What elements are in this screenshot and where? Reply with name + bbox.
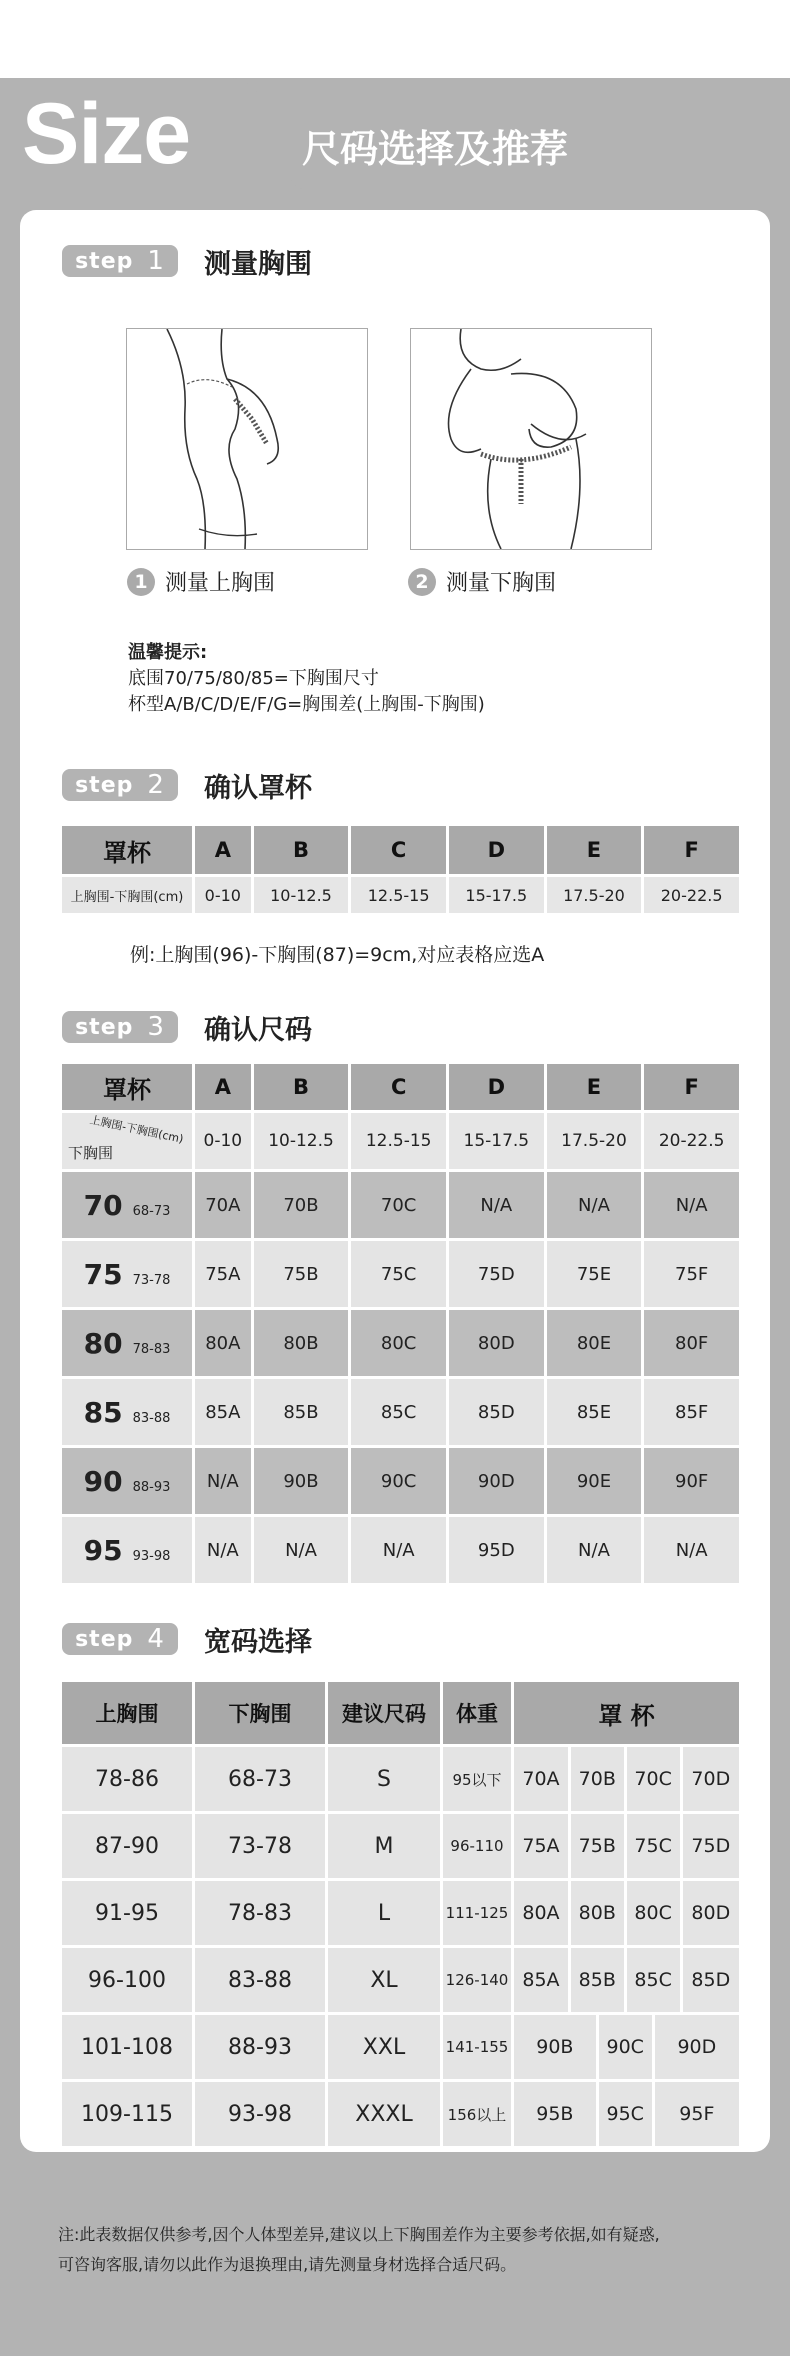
col-header-weight: 体重 (443, 1682, 511, 1744)
step3-heading (62, 1009, 312, 1045)
upper-cell: 109-115 (62, 2082, 192, 2146)
cup-cell: 80C (627, 1881, 680, 1945)
table-row (62, 1448, 739, 1514)
weight-cell: 126-140 (443, 1948, 511, 2012)
size-cell: 75E (547, 1241, 642, 1307)
cup-cell: 80B (571, 1881, 624, 1945)
note-line-1: 注:此表数据仅供参考,因个人体型差异,建议以上下胸围差作为主要参考依据,如有疑惑, (58, 2225, 660, 2244)
upper-cell: 101-108 (62, 2015, 192, 2079)
size-cell: 70A (195, 1172, 251, 1238)
table-row (62, 1814, 739, 1878)
range-cell: 0-10 (195, 1113, 251, 1169)
size-cell: 70B (254, 1172, 349, 1238)
size-cell: 90C (351, 1448, 446, 1514)
range-cell: 10-12.5 (254, 1113, 349, 1169)
band-label: 95 93-98 (62, 1517, 192, 1583)
range-cell: 12.5-15 (351, 1113, 446, 1169)
range-cell: 15-17.5 (449, 877, 544, 913)
step4-title: 宽码选择 (204, 1626, 312, 1658)
cup-cell: 95C (599, 2082, 652, 2146)
fig1-caption: 1 测量上胸围 (127, 566, 275, 597)
col-header-lower: 下胸围 (195, 1682, 325, 1744)
step2-badge: step 2 (62, 769, 178, 801)
cup-cell: 85A (514, 1948, 568, 2012)
lower-cell: 78-83 (195, 1881, 325, 1945)
cup-cell: 90B (514, 2015, 596, 2079)
upper-cell: 96-100 (62, 1948, 192, 2012)
size-cell: 75A (195, 1241, 251, 1307)
table-row (62, 2015, 739, 2079)
size-cell: M (328, 1814, 440, 1878)
number-2-icon: 2 (408, 568, 436, 596)
lower-cell: 73-78 (195, 1814, 325, 1878)
size-cell: XXL (328, 2015, 440, 2079)
size-cell: 80C (351, 1310, 446, 1376)
range-row-label: 上胸围-下胸围(cm) (62, 877, 192, 913)
size-cell: 75C (351, 1241, 446, 1307)
size-cell: 80A (195, 1310, 251, 1376)
band-label: 85 83-88 (62, 1379, 192, 1445)
note-line-2: 可咨询客服,请勿以此作为退换理由,请先测量身材选择合适尺码。 (58, 2255, 517, 2274)
cup-table (59, 823, 742, 916)
cup-cell: 75B (571, 1814, 624, 1878)
size-cell: 85A (195, 1379, 251, 1445)
range-cell: 15-17.5 (449, 1113, 544, 1169)
example-text: 例:上胸围(96)-下胸围(87)=9cm,对应表格应选A (130, 944, 545, 966)
diagonal-header-cell: 上胸围-下胸围(cm) 下胸围 (62, 1113, 192, 1169)
size-cell: N/A (195, 1448, 251, 1514)
size-cell: 75F (644, 1241, 739, 1307)
weight-cell: 111-125 (443, 1881, 511, 1945)
cup-cell: 70B (571, 1747, 624, 1811)
table-row (62, 1241, 739, 1307)
upper-cell: 78-86 (62, 1747, 192, 1811)
size-cell: 75D (449, 1241, 544, 1307)
step2-heading (62, 767, 312, 803)
number-1-icon: 1 (127, 568, 155, 596)
size-cell: 70C (351, 1172, 446, 1238)
cup-header: B (254, 826, 349, 874)
range-cell: 20-22.5 (644, 877, 739, 913)
under-bust-figure-icon (411, 329, 651, 549)
size-cell: 80F (644, 1310, 739, 1376)
range-cell: 17.5-20 (547, 877, 642, 913)
size-cell: 85B (254, 1379, 349, 1445)
tips-block (128, 640, 485, 718)
measure-upper-bust-illustration (126, 328, 368, 550)
weight-cell: 156以上 (443, 2082, 511, 2146)
cup-header: C (351, 1064, 446, 1110)
range-cell: 12.5-15 (351, 877, 446, 913)
table-row (62, 1747, 739, 1811)
step1-heading (62, 243, 312, 279)
cup-cell: 75A (514, 1814, 568, 1878)
size-cell: 95D (449, 1517, 544, 1583)
cup-header: E (547, 826, 642, 874)
col-header-cup: 罩 杯 (514, 1682, 739, 1744)
table-row (62, 2082, 739, 2146)
lower-cell: 83-88 (195, 1948, 325, 2012)
top-margin (0, 0, 790, 78)
lower-cell: 68-73 (195, 1747, 325, 1811)
step3-badge: step 3 (62, 1011, 178, 1043)
cup-header-label: 罩杯 (62, 826, 192, 874)
size-table (59, 1061, 742, 1586)
band-label: 80 78-83 (62, 1310, 192, 1376)
table-row (62, 1881, 739, 1945)
cup-header: D (449, 1064, 544, 1110)
range-cell: 10-12.5 (254, 877, 349, 913)
size-cell: 90D (449, 1448, 544, 1514)
size-cell: 85F (644, 1379, 739, 1445)
cup-header: C (351, 826, 446, 874)
step2-title: 确认罩杯 (204, 772, 312, 804)
cup-header: E (547, 1064, 642, 1110)
weight-cell: 95以下 (443, 1747, 511, 1811)
cup-cell: 75C (627, 1814, 680, 1878)
band-label: 75 73-78 (62, 1241, 192, 1307)
plus-size-table (59, 1679, 742, 2149)
size-cell: 85C (351, 1379, 446, 1445)
upper-cell: 87-90 (62, 1814, 192, 1878)
cup-cell: 70A (514, 1747, 568, 1811)
upper-bust-figure-icon (127, 329, 367, 549)
size-cell: 90F (644, 1448, 739, 1514)
cup-cell: 85B (571, 1948, 624, 2012)
weight-cell: 96-110 (443, 1814, 511, 1878)
cup-cell: 85D (683, 1948, 739, 2012)
tips-title: 温馨提示: (128, 642, 208, 663)
size-cell: N/A (449, 1172, 544, 1238)
cup-header: F (644, 826, 739, 874)
step1-title: 测量胸围 (204, 248, 312, 280)
upper-cell: 91-95 (62, 1881, 192, 1945)
step4-badge: step 4 (62, 1623, 178, 1655)
cup-header: A (195, 1064, 251, 1110)
size-cell: N/A (195, 1517, 251, 1583)
size-cell: N/A (254, 1517, 349, 1583)
step1-badge: step 1 (62, 245, 178, 277)
range-cell: 17.5-20 (547, 1113, 642, 1169)
cup-cell: 95F (655, 2082, 739, 2146)
lower-cell: 93-98 (195, 2082, 325, 2146)
cup-header: D (449, 826, 544, 874)
page-subtitle: 尺码选择及推荐 (302, 127, 569, 171)
cup-cell: 95B (514, 2082, 596, 2146)
size-cell: 80D (449, 1310, 544, 1376)
size-cell: 85D (449, 1379, 544, 1445)
band-label: 90 88-93 (62, 1448, 192, 1514)
cup-cell: 90C (599, 2015, 652, 2079)
page-title: Size (22, 86, 191, 182)
size-cell: N/A (351, 1517, 446, 1583)
cup-header: F (644, 1064, 739, 1110)
size-cell: XXXL (328, 2082, 440, 2146)
table-row (62, 1517, 739, 1583)
step3-title: 确认尺码 (204, 1014, 312, 1046)
tips-line-2: 杯型A/B/C/D/E/F/G=胸围差(上胸围-下胸围) (128, 694, 485, 715)
table-row (62, 1172, 739, 1238)
size-cell: N/A (644, 1517, 739, 1583)
cup-cell: 70C (627, 1747, 680, 1811)
cup-cell: 90D (655, 2015, 739, 2079)
table-row (62, 1379, 739, 1445)
table-row (62, 1310, 739, 1376)
weight-cell: 141-155 (443, 2015, 511, 2079)
col-header-size: 建议尺码 (328, 1682, 440, 1744)
step4-heading (62, 1621, 312, 1657)
range-cell: 0-10 (195, 877, 251, 913)
cup-cell: 70D (683, 1747, 739, 1811)
range-cell: 20-22.5 (644, 1113, 739, 1169)
size-header-label: 罩杯 (62, 1064, 192, 1110)
cup-header: B (254, 1064, 349, 1110)
cup-cell: 80A (514, 1881, 568, 1945)
fig2-caption: 2 测量下胸围 (408, 566, 556, 597)
cup-header: A (195, 826, 251, 874)
size-cell: N/A (547, 1517, 642, 1583)
size-cell: N/A (644, 1172, 739, 1238)
size-cell: 80E (547, 1310, 642, 1376)
size-cell: 80B (254, 1310, 349, 1376)
size-cell: N/A (547, 1172, 642, 1238)
footer-note (58, 2220, 758, 2280)
tips-line-1: 底围70/75/80/85=下胸围尺寸 (128, 668, 379, 689)
col-header-upper: 上胸围 (62, 1682, 192, 1744)
measure-under-bust-illustration (410, 328, 652, 550)
table-row (62, 1948, 739, 2012)
cup-cell: 80D (683, 1881, 739, 1945)
cup-cell: 75D (683, 1814, 739, 1878)
band-label: 70 68-73 (62, 1172, 192, 1238)
size-cell: L (328, 1881, 440, 1945)
size-cell: 90E (547, 1448, 642, 1514)
cup-cell: 85C (627, 1948, 680, 2012)
size-cell: XL (328, 1948, 440, 2012)
size-cell: S (328, 1747, 440, 1811)
size-cell: 85E (547, 1379, 642, 1445)
size-cell: 75B (254, 1241, 349, 1307)
lower-cell: 88-93 (195, 2015, 325, 2079)
size-cell: 90B (254, 1448, 349, 1514)
